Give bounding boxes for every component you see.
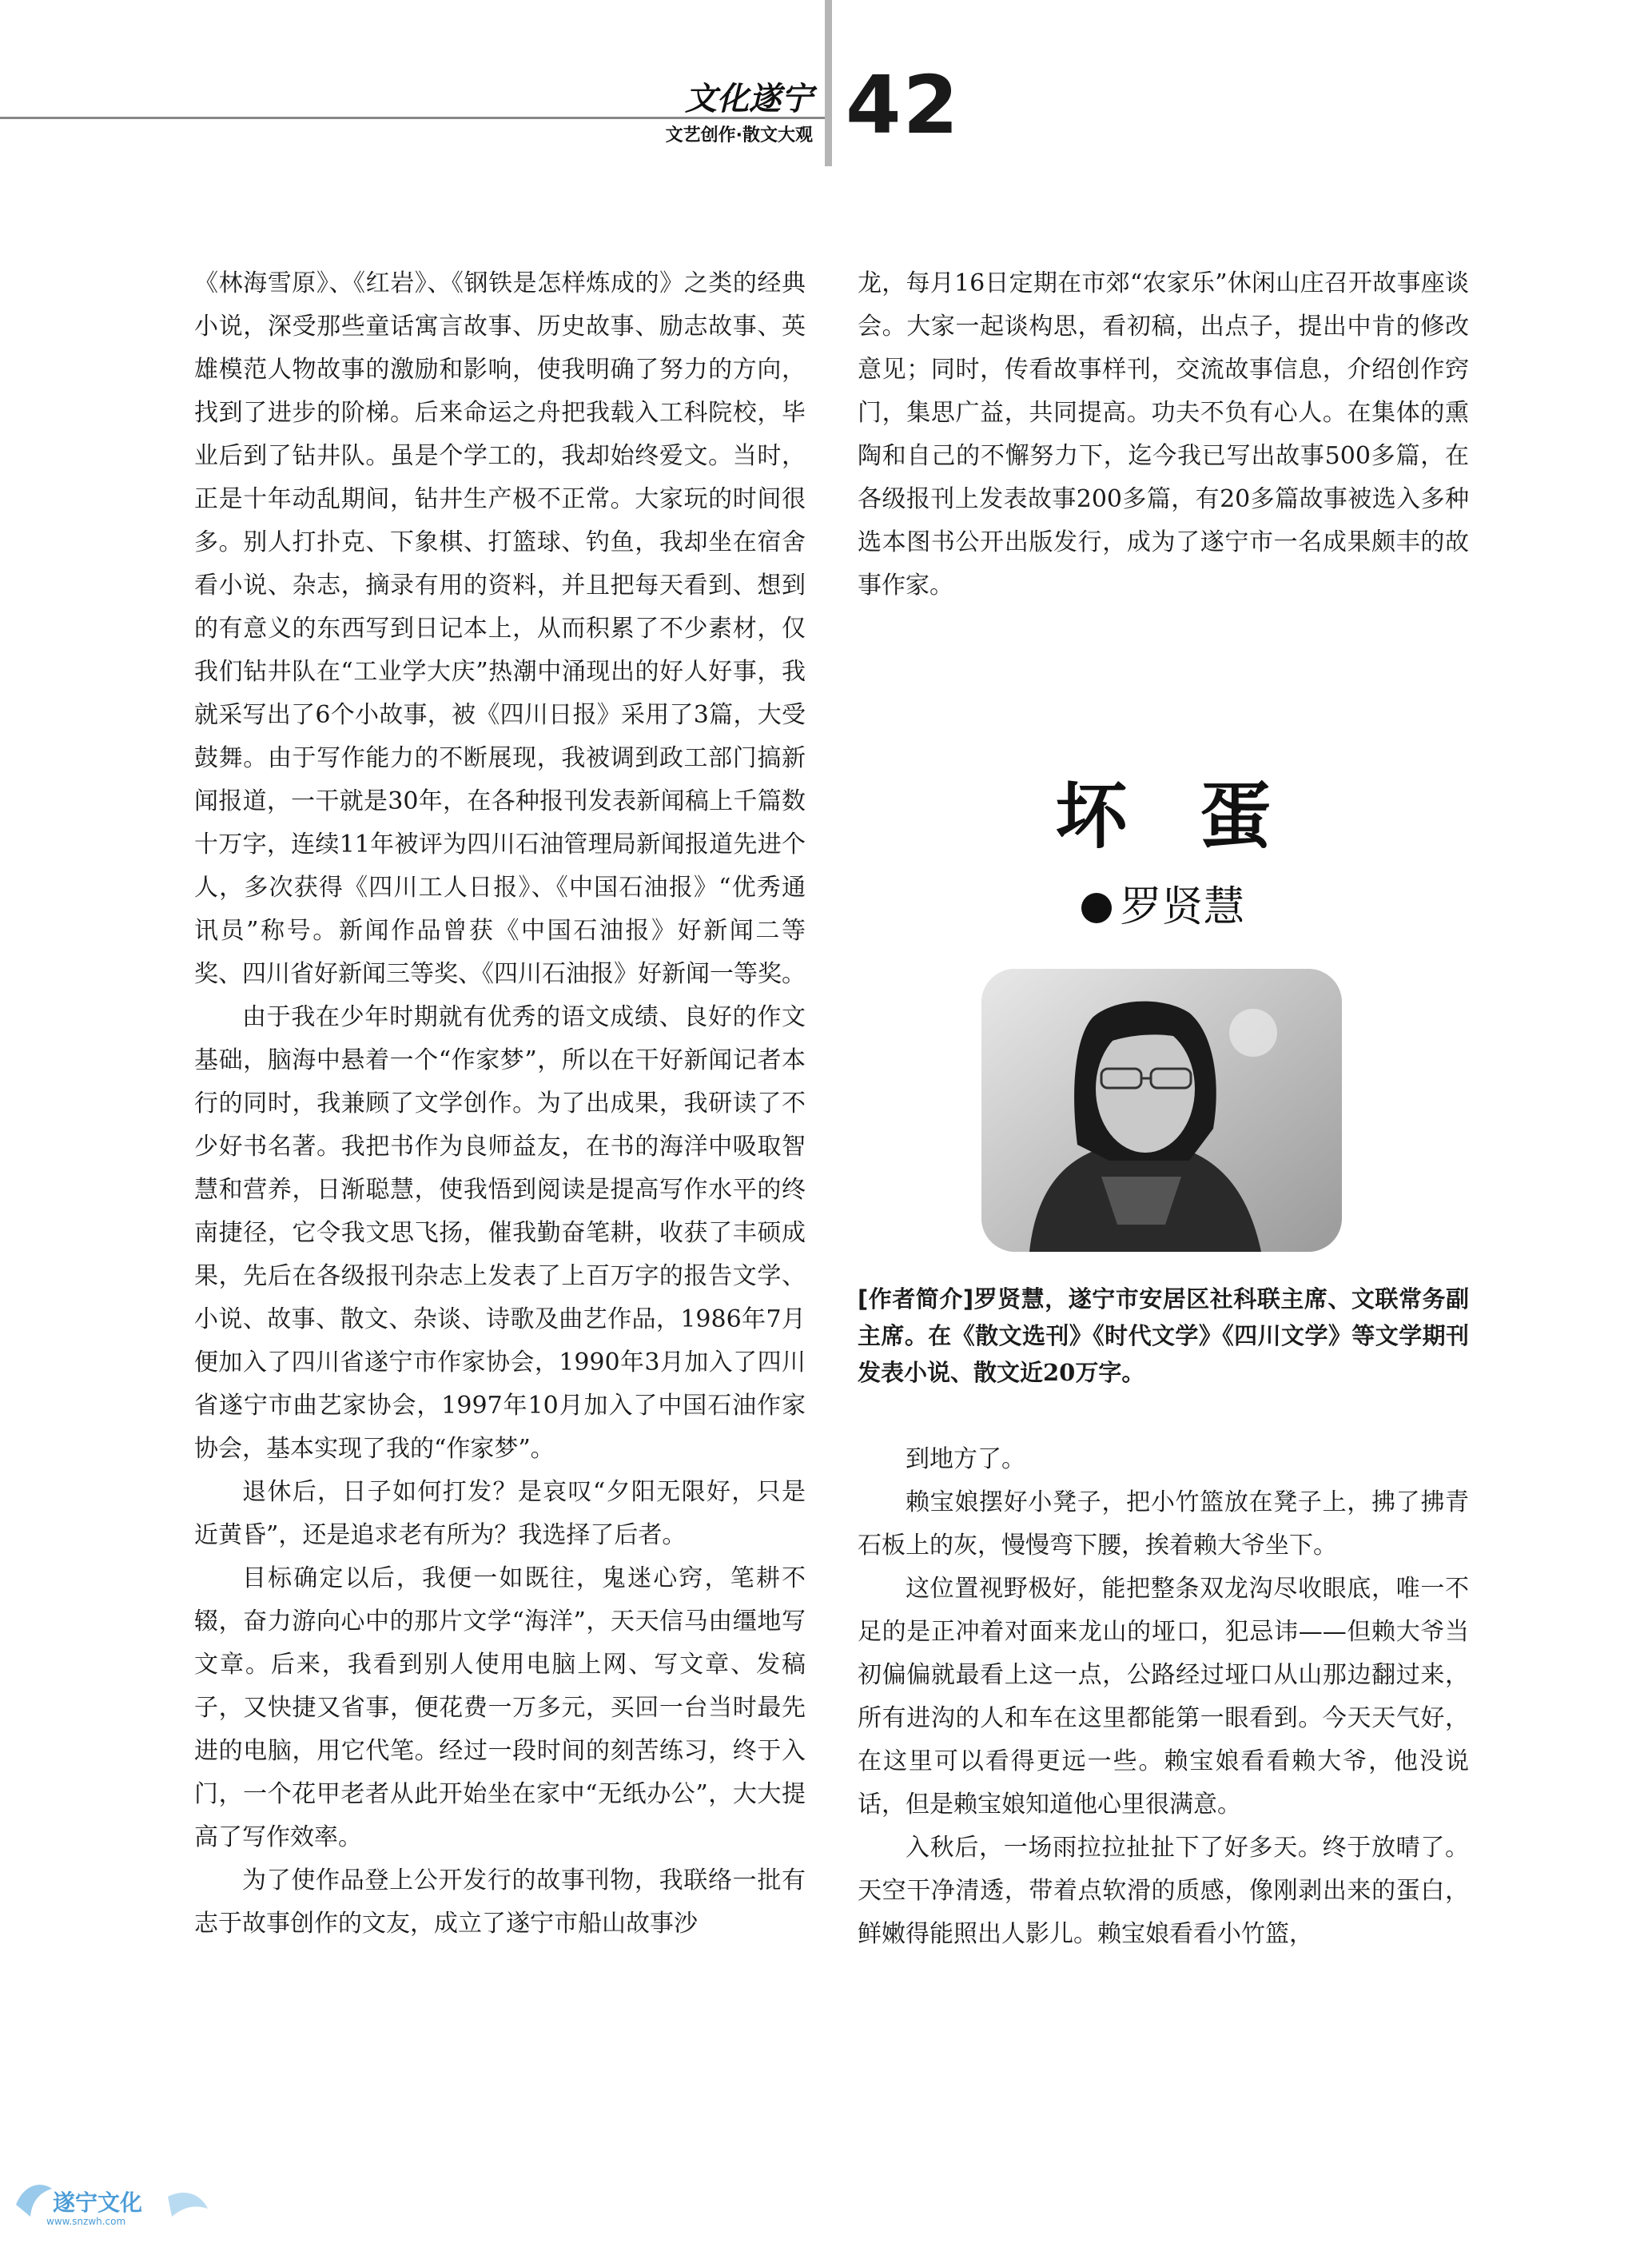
header-vertical-bar	[825, 0, 832, 166]
author-byline	[858, 873, 1469, 933]
paragraph: 目标确定以后，我便一如既往，鬼迷心窍，笔耕不辍，奋力游向心中的那片文学“海洋”，天天信马由缰地写文章。后来，我看到别人使用电脑上网、写文章、发稿子，又快捷又省事，便花费一万多元，买回一台当时最先进的电脑，用它代笔。经过一段时间的刻苦练习，终于入门，一个花甲老者从此开始坐在家中“无纸办公”，大大提高了写作效率。	[194, 1564, 806, 1851]
paragraph: 入秋后，一场雨拉拉扯扯下了好多天。终于放晴了。天空干净清透，带着点软滑的质感，像刚剥出来的蛋白，鲜嫩得能照出人影儿。赖宝娘看看小竹篮，	[858, 1834, 1469, 1948]
section-title: 文化遂宁	[685, 81, 813, 118]
right-column-bottom	[858, 1438, 1469, 1956]
bio-label: [作者简介]	[858, 1285, 974, 1313]
article-title: 坏蛋	[1055, 775, 1343, 859]
paragraph: 由于我在少年时期就有优秀的语文成绩、良好的作文基础，脑海中悬着一个“作家梦”，所以在干好新闻记者本行的同时，我兼顾了文学创作。为了出成果，我研读了不少好书名著。我把书作为良师益友，在书的海洋中吸取智慧和营养，日渐聪慧，使我悟到阅读是提高写作水平的终南捷径，它令我文思飞扬，催我勤奋笔耕，收获了丰硕成果，先后在各级报刊杂志上发表了上百万字的报告文学、小说、故事、散文、杂谈、诗歌及曲艺作品，1986年7月便加入了四川省遂宁市作家协会，1990年3月加入了四川省遂宁市曲艺家协会，1997年10月加入了中国石油作家协会，基本实现了我的“作家梦”。	[194, 1003, 806, 1463]
watermark-url: www.snzwh.com	[46, 2216, 126, 2227]
watermark-text: 遂宁文化	[53, 2189, 143, 2216]
paragraph: 退休后，日子如何打发？是哀叹“夕阳无限好，只是近黄昏”，还是追求老有所为？我选择了后者。	[194, 1478, 806, 1549]
page-number: 42	[846, 58, 961, 152]
paragraph: 赖宝娘摆好小凳子，把小竹篮放在凳子上，拂了拂青石板上的灰，慢慢弯下腰，挨着赖大爷坐下。	[858, 1488, 1469, 1560]
section-subtitle: 文艺创作·散文大观	[665, 125, 813, 145]
author-photo	[981, 969, 1342, 1252]
left-column	[194, 262, 806, 1946]
paragraph: 《林海雪原》、《红岩》、《钢铁是怎样炼成的》之类的经典小说，深受那些童话寓言故事、历史故事、励志故事、英雄模范人物故事的激励和影响，使我明确了努力的方向，找到了进步的阶梯。后来命运之舟把我载入工科院校，毕业后到了钻井队。虽是个学工的，我却始终爱文。当时，正是十年动乱期间，钻井生产极不正常。大家玩的时间很多。别人打扑克、下象棋、打篮球、钓鱼，我却坐在宿舍看小说、杂志，摘录有用的资料，并且把每天看到、想到的有意义的东西写到日记本上，从而积累了不少素材，仅我们钻井队在“工业学大庆”热潮中涌现出的好人好事，我就采写出了6个小故事，被《四川日报》采用了3篇，大受鼓舞。由于写作能力的不断展现，我被调到政工部门搞新闻报道，一干就是30年，在各种报刊发表新闻稿上千篇数十万字，连续11年被评为四川石油管理局新闻报道先进个人，多次获得《四川工人日报》、《中国石油报》“优秀通讯员”称号。新闻作品曾获《中国石油报》好新闻二等奖、四川省好新闻三等奖、《四川石油报》好新闻一等奖。	[194, 269, 806, 988]
bullet-dot-icon	[1081, 893, 1112, 923]
bio-text: 罗贤慧，遂宁市安居区社科联主席、文联常务副主席。在《散文选刊》《时代文学》《四川文学》等文学期刊发表小说、散文近20万字。	[858, 1285, 1469, 1386]
author-name: 罗贤慧	[1120, 883, 1245, 931]
paragraph: 这位置视野极好，能把整条双龙沟尽收眼底，唯一不足的是正冲着对面来龙山的垭口，犯忌讳——但赖大爷当初偏偏就最看上这一点，公路经过垭口从山那边翻过来，所有进沟的人和车在这里都能第一眼看到。今天天气好，在这里可以看得更远一些。赖宝娘看看赖大爷，他没说话，但是赖宝娘知道他心里很满意。	[858, 1575, 1469, 1819]
author-bio	[858, 1281, 1469, 1391]
paragraph: 为了使作品登上公开发行的故事刊物，我联络一批有志于故事创作的文友，成立了遂宁市船山故事沙	[194, 1867, 806, 1938]
paragraph: 龙，每月16日定期在市郊“农家乐”休闲山庄召开故事座谈会。大家一起谈构思，看初稿，出点子，提出中肯的修改意见；同时，传看故事样刊，交流故事信息，介绍创作窍门，集思广益，共同提高。功夫不负有心人。在集体的熏陶和自己的不懈努力下，迄今我已写出故事500多篇，在各级报刊上发表故事200多篇，有20多篇故事被选入多种选本图书公开出版发行，成为了遂宁市一名成果颇丰的故事作家。	[858, 269, 1469, 600]
right-column-top	[858, 262, 1469, 608]
paragraph: 到地方了。	[906, 1445, 1025, 1473]
